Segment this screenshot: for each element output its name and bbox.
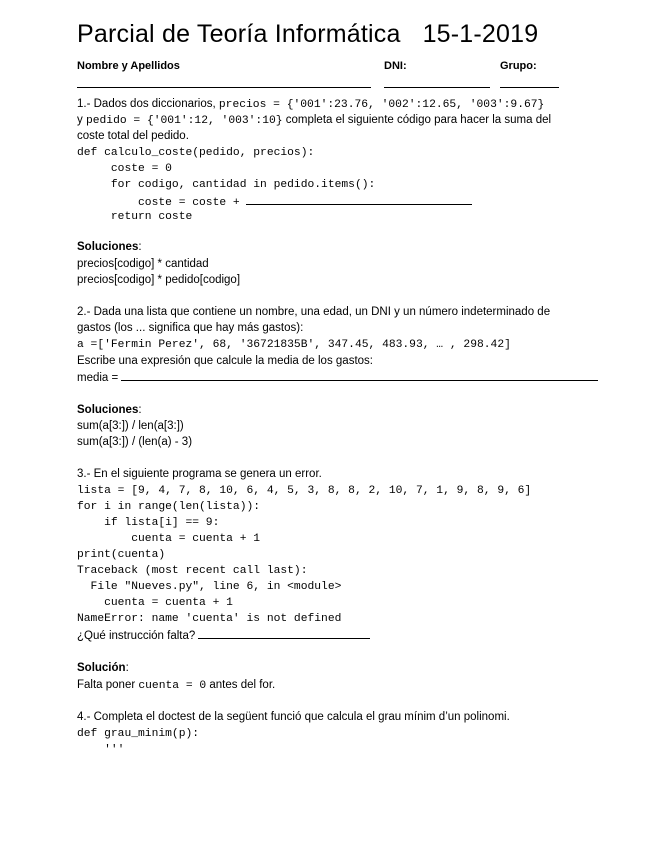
q3-sol-code: cuenta = 0 <box>138 680 207 692</box>
q2-sol-title-text: Soluciones <box>77 404 139 416</box>
q3-answer-blank[interactable] <box>198 627 370 639</box>
group-field-line[interactable] <box>500 87 559 88</box>
group-label: Grupo: <box>500 60 537 72</box>
q2-line-1: 2.- Dada una lista que contiene un nombre, una edad, un DNI y un número indeterminado de <box>77 306 551 318</box>
q1-intro: 1.- Dados dos diccionarios, <box>77 98 219 110</box>
q1-code-line: coste = coste + <box>77 197 247 209</box>
q1-solutions-title <box>77 239 142 255</box>
q3-code-line: cuenta = cuenta + 1 <box>77 597 233 609</box>
q1-code-line: for codigo, cantidad in pedido.items(): <box>77 179 376 191</box>
q3-code-line: File "Nueves.py", line 6, in <module> <box>77 581 342 593</box>
q3-code-line: for i in range(len(lista)): <box>77 501 261 513</box>
q2-media-label: media = <box>77 372 122 384</box>
q3-line-1: 3.- En el siguiente programa se genera un error. <box>77 468 322 480</box>
q2-answer-blank[interactable] <box>121 369 598 381</box>
q2-solution: sum(a[3:]) / (len(a) - 3) <box>77 436 193 448</box>
q1-code-line: coste = 0 <box>77 163 172 175</box>
q1-line-3: coste total del pedido. <box>77 130 189 142</box>
q1-line-2 <box>77 112 551 129</box>
q3-sol-title-text: Solución <box>77 662 126 674</box>
q3-code-line: cuenta = cuenta + 1 <box>77 533 261 545</box>
name-field-line[interactable] <box>77 87 371 88</box>
q2-sol-colon: : <box>138 404 142 416</box>
q1-line2-pre: y <box>77 114 86 126</box>
exam-title <box>77 20 538 49</box>
q3-code-line: Traceback (most recent call last): <box>77 565 308 577</box>
q3-code-line: print(cuenta) <box>77 549 166 561</box>
q3-code-line: if lista[i] == 9: <box>77 517 220 529</box>
title-text: Parcial de Teoría Informática <box>77 20 401 48</box>
q3-solution-title <box>77 660 129 676</box>
q1-code-precios: precios = {'001':23.76, '002':12.65, '003':9.67} <box>218 99 545 111</box>
dni-field-line[interactable] <box>384 87 490 88</box>
q3-code-line: lista = [9, 4, 7, 8, 10, 6, 4, 5, 3, 8, 8, 2, 10, 7, 1, 9, 8, 9, 6] <box>77 485 532 497</box>
q2-code: a =['Fermin Perez', 68, '36721835B', 347.45, 483.93, … , 298.42] <box>77 339 511 351</box>
q1-code-pedido: pedido = {'001':12, '003':10} <box>85 115 283 127</box>
q4-code-line: ''' <box>77 744 125 752</box>
q1-solution: precios[codigo] * cantidad <box>77 258 209 270</box>
exam-date: 15-1-2019 <box>422 20 539 48</box>
dni-label: DNI: <box>384 60 407 72</box>
q3-sol-colon: : <box>125 662 129 674</box>
q1-code-line: return coste <box>77 211 193 223</box>
q1-answer-blank[interactable] <box>246 193 472 205</box>
q3-question: ¿Qué instrucción falta? <box>77 630 199 642</box>
name-label: Nombre y Apellidos <box>77 60 180 72</box>
q3-question-line <box>77 627 370 644</box>
q4-line-1: 4.- Completa el doctest de la següent funció que calcula el grau mínim d’un polinomi. <box>77 711 510 723</box>
q3-sol-pre: Falta poner <box>77 679 139 691</box>
q4-code-line: def grau_minim(p): <box>77 728 200 740</box>
q2-line-3: Escribe una expresión que calcule la media de los gastos: <box>77 355 373 367</box>
q3-code-line: NameError: name 'cuenta' is not defined <box>77 613 342 625</box>
q3-sol-post: antes del for. <box>206 679 276 691</box>
q1-line-1 <box>77 96 544 113</box>
q3-solution <box>77 677 275 694</box>
q2-solution: sum(a[3:]) / len(a[3:]) <box>77 420 184 432</box>
q2-media-line <box>77 369 598 386</box>
q1-code-line: def calculo_coste(pedido, precios): <box>77 147 315 159</box>
q2-line-2: gastos (los ... significa que hay más gastos): <box>77 322 304 334</box>
q1-line2-post: completa el siguiente código para hacer la suma del <box>282 114 552 126</box>
q1-sol-title-text: Soluciones <box>77 241 139 253</box>
q2-solutions-title <box>77 402 142 418</box>
q1-sol-colon: : <box>138 241 142 253</box>
q1-solution: precios[codigo] * pedido[codigo] <box>77 274 241 286</box>
